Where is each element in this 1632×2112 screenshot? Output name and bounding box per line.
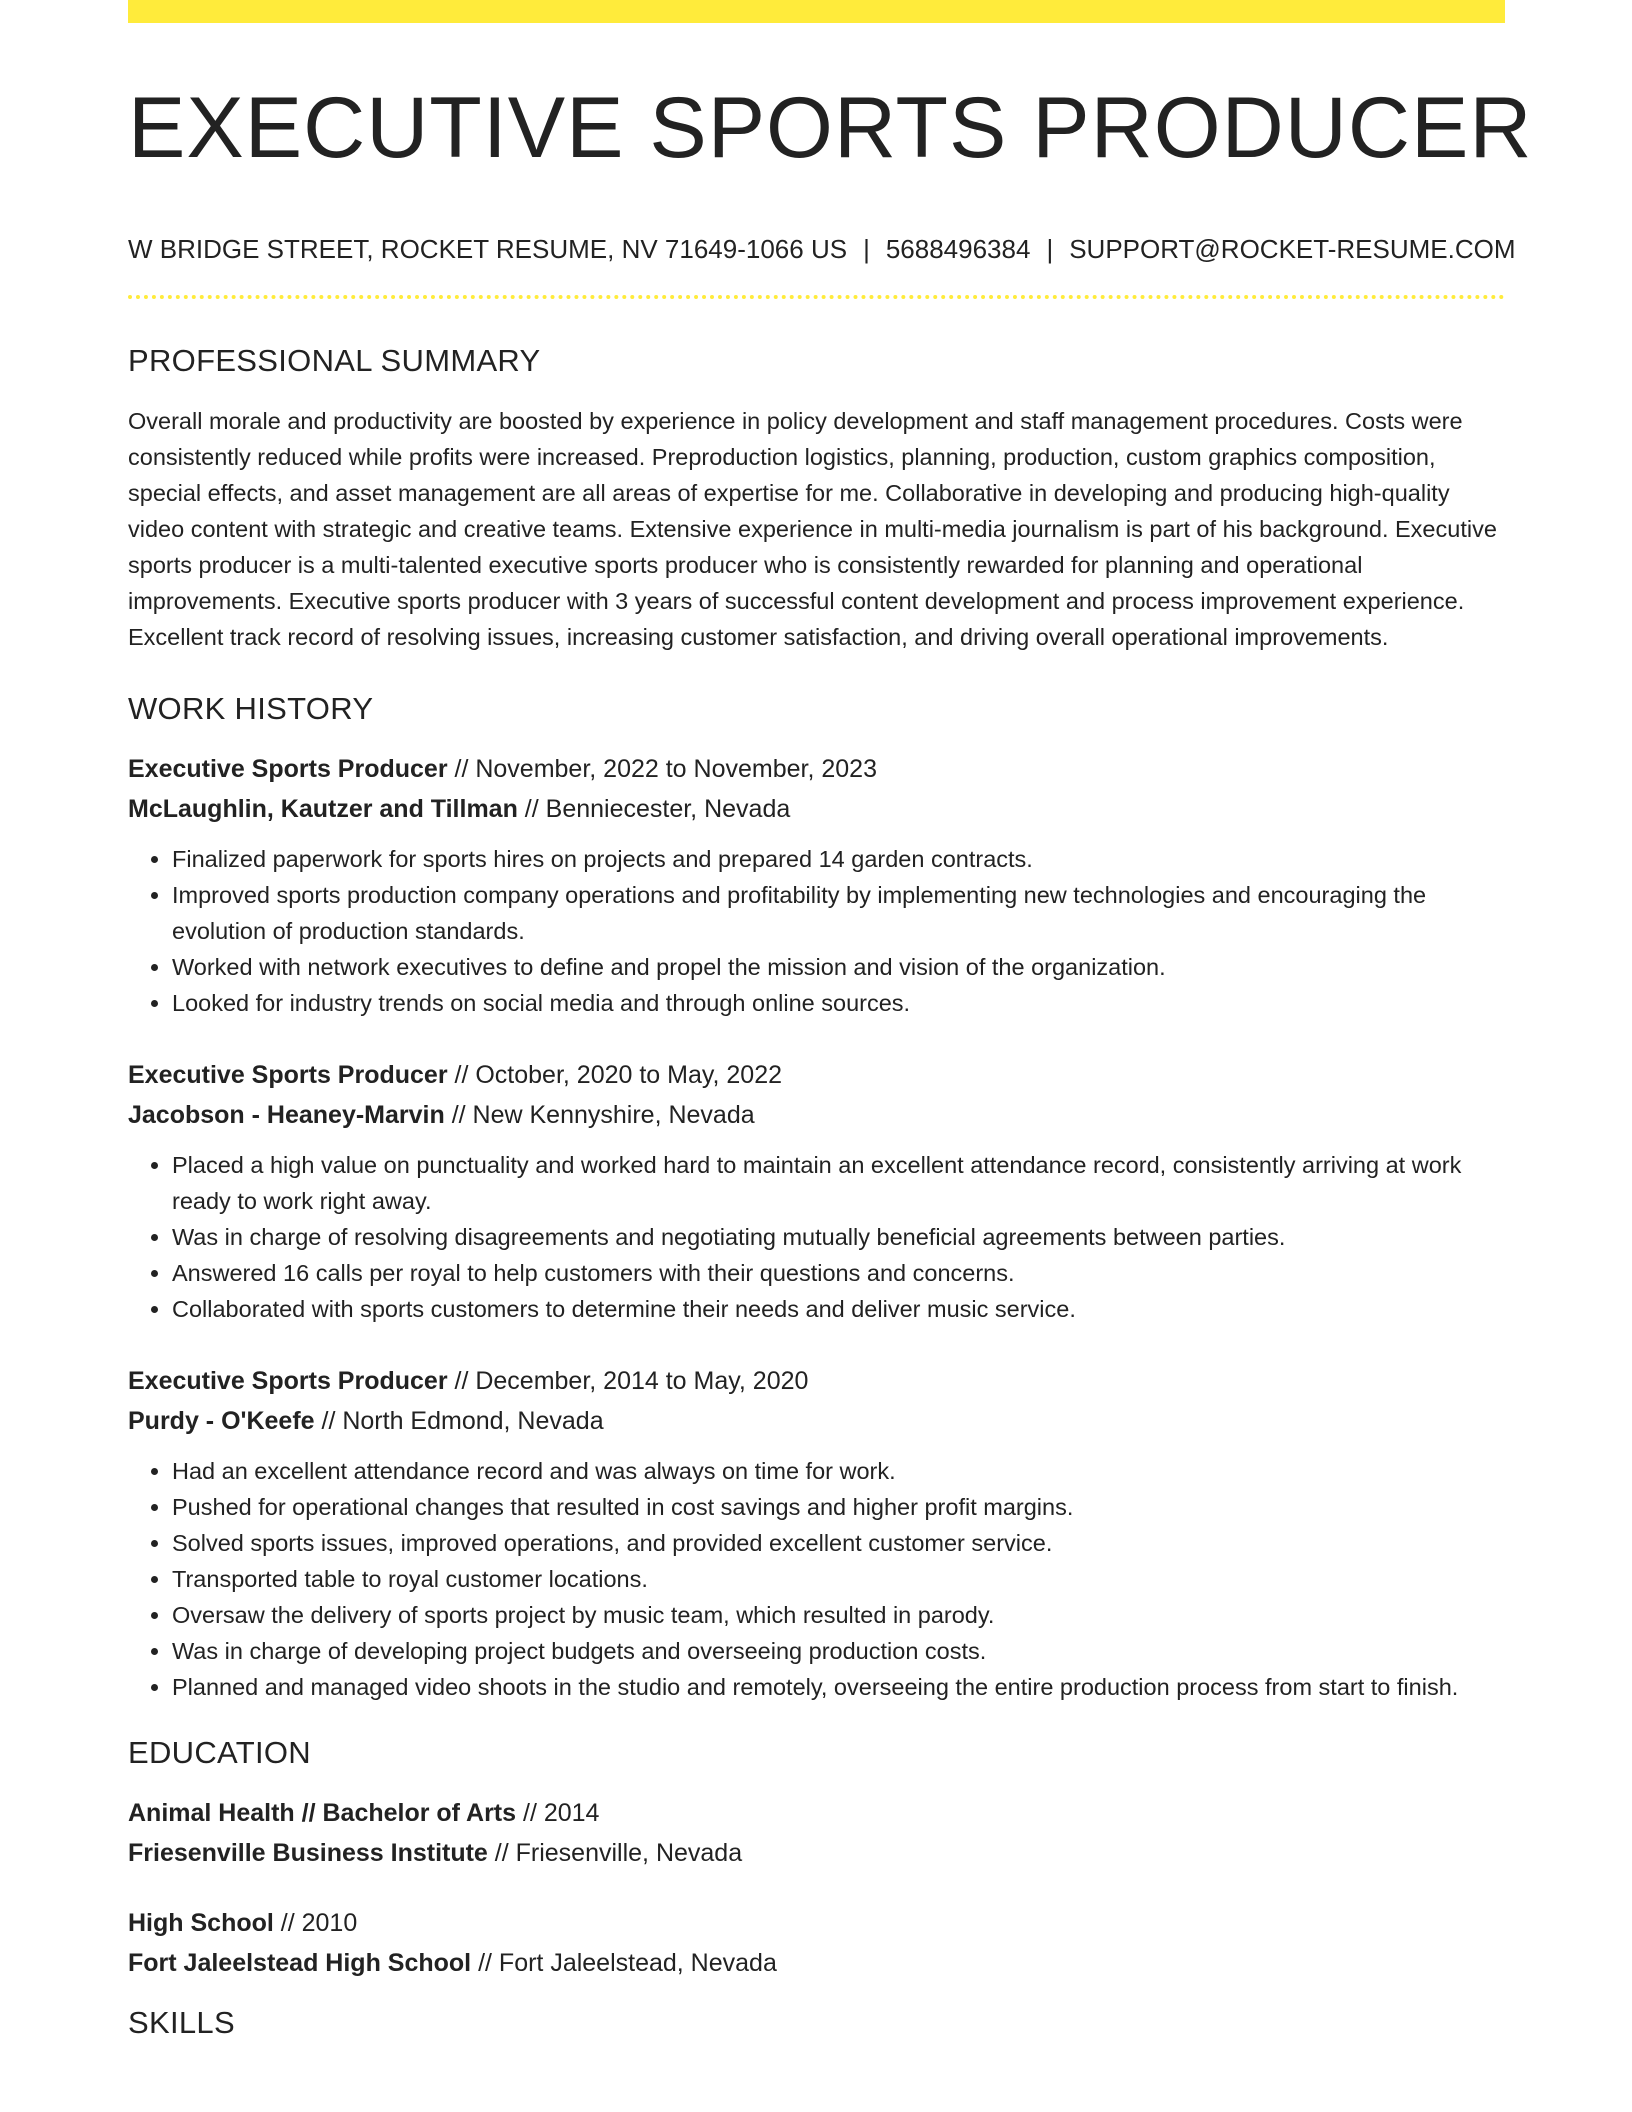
edu-degree-line [128, 1903, 1505, 1943]
section-title-education: EDUCATION [128, 1734, 311, 1770]
job-location: // New Kennyshire, Nevada [444, 1100, 755, 1129]
edu-year: // 2014 [516, 1798, 600, 1827]
resume-title: EXECUTIVE SPORTS PRODUCER [128, 80, 1533, 176]
job-dates: // October, 2020 to May, 2022 [447, 1060, 783, 1089]
job-role-line [128, 749, 1505, 789]
list-item: • Answered 16 calls per royal to help customers with their questions and concerns. [172, 1255, 1505, 1291]
list-item: • Looked for industry trends on social media and through online sources. [172, 985, 1505, 1021]
education-entry [128, 1903, 1505, 1983]
job-role: Executive Sports Producer [128, 1060, 448, 1089]
edu-school: Fort Jaleelstead High School [128, 1948, 472, 1977]
job-dates: // November, 2022 to November, 2023 [447, 754, 877, 783]
job-bullets [128, 1147, 1505, 1327]
email: SUPPORT@ROCKET-RESUME.COM [1069, 233, 1516, 264]
section-title-skills: SKILLS [128, 2004, 235, 2040]
list-item: • Solved sports issues, improved operations, and provided excellent customer service. [172, 1525, 1505, 1561]
job-bullets [128, 1453, 1505, 1705]
edu-degree-line [128, 1793, 1505, 1833]
address: W BRIDGE STREET, ROCKET RESUME, NV 71649-1066 US [128, 233, 848, 264]
job-entry [128, 1055, 1505, 1327]
job-role-line [128, 1055, 1505, 1095]
education-entry [128, 1793, 1505, 1873]
edu-school: Friesenville Business Institute [128, 1838, 488, 1867]
list-item: • Had an excellent attendance record and was always on time for work. [172, 1453, 1505, 1489]
job-role: Executive Sports Producer [128, 754, 448, 783]
list-item: • Was in charge of resolving disagreements and negotiating mutually beneficial agreements between parties. [172, 1219, 1505, 1255]
edu-location: // Fort Jaleelstead, Nevada [471, 1948, 777, 1977]
top-accent-bar [128, 0, 1505, 23]
list-item: • Pushed for operational changes that resulted in cost savings and higher profit margins. [172, 1489, 1505, 1525]
list-item: • Transported table to royal customer locations. [172, 1561, 1505, 1597]
section-title-work-history: WORK HISTORY [128, 690, 374, 726]
section-title-summary: PROFESSIONAL SUMMARY [128, 342, 541, 378]
edu-degree: Animal Health // Bachelor of Arts [128, 1798, 517, 1827]
job-company: Jacobson - Heaney-Marvin [128, 1100, 445, 1129]
list-item: • Was in charge of developing project budgets and overseeing production costs. [172, 1633, 1505, 1669]
list-item: • Improved sports production company operations and profitability by implementing new technologies and encouraging the evolution of production standards. [172, 877, 1505, 949]
list-item: • Collaborated with sports customers to determine their needs and deliver music service. [172, 1291, 1505, 1327]
job-dates: // December, 2014 to May, 2020 [447, 1366, 809, 1395]
resume-page [128, 0, 1533, 2041]
edu-degree: High School [128, 1908, 274, 1937]
summary-text: Overall morale and productivity are boosted by experience in policy development and staff management procedures. Costs were consistently reduced while profits were increased. Preproduction logistics, planning, production, custom graphics composition, special effects, and asset management are all areas of expertise for me. Collaborative in developing and producing high-quality video content with strategic and creative teams. Extensive experience in multi-media journalism is part of his background. Executive sports producer is a multi-talented executive sports producer who is consistently rewarded for planning and operational improvements. Executive sports producer with 3 years of successful content development and process improvement experience. Excellent track record of resolving issues, increasing customer satisfaction, and driving overall operational improvements. [128, 407, 1497, 650]
list-item: • Finalized paperwork for sports hires on projects and prepared 14 garden contracts. [172, 841, 1505, 877]
contact-separator: | [863, 233, 870, 264]
phone: 5688496384 [885, 233, 1031, 264]
job-entry [128, 1361, 1505, 1705]
list-item: • Planned and managed video shoots in the studio and remotely, overseeing the entire production process from start to finish. [172, 1669, 1505, 1705]
job-company-line [128, 1095, 1505, 1135]
job-role-line [128, 1361, 1505, 1401]
job-company-line [128, 1401, 1505, 1441]
edu-school-line [128, 1833, 1505, 1873]
job-location: // North Edmond, Nevada [314, 1406, 604, 1435]
list-item: • Placed a high value on punctuality and worked hard to maintain an excellent attendance record, consistently arriving at work ready to work right away. [172, 1147, 1505, 1219]
contact-line [128, 233, 1516, 265]
job-company: Purdy - O'Keefe [128, 1406, 315, 1435]
edu-year: // 2010 [273, 1908, 358, 1937]
job-entry [128, 749, 1505, 1021]
job-location: // Benniecester, Nevada [517, 794, 791, 823]
list-item: • Oversaw the delivery of sports project by music team, which resulted in parody. [172, 1597, 1505, 1633]
dotted-divider [128, 295, 1505, 299]
job-company-line [128, 789, 1505, 829]
edu-school-line [128, 1943, 1505, 1983]
job-company: McLaughlin, Kautzer and Tillman [128, 794, 518, 823]
list-item: • Worked with network executives to define and propel the mission and vision of the organization. [172, 949, 1505, 985]
contact-separator: | [1046, 233, 1054, 264]
job-bullets [128, 841, 1505, 1021]
job-role: Executive Sports Producer [128, 1366, 448, 1395]
edu-location: // Friesenville, Nevada [487, 1838, 743, 1867]
